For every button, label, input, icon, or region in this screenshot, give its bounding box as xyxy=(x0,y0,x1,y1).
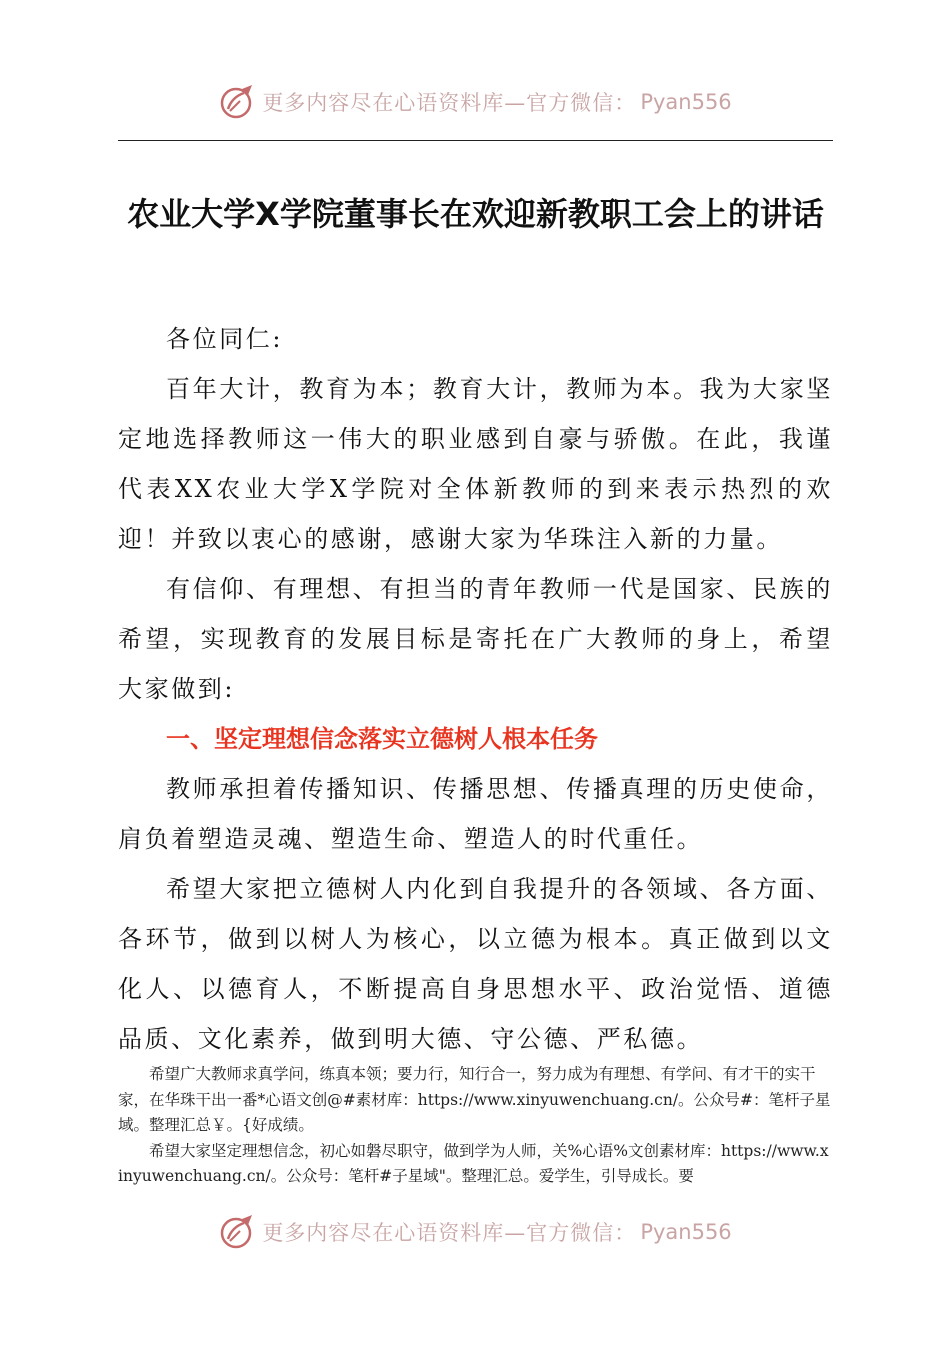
footer-banner-wechat: Pyan556 xyxy=(640,1220,732,1244)
header-banner-text: 更多内容尽在心语资料库—官方微信： xyxy=(262,91,637,115)
footer-banner-text: 更多内容尽在心语资料库—官方微信： xyxy=(262,1221,637,1245)
pen-logo-icon xyxy=(218,83,256,121)
body-paragraph: 有信仰、有理想、有担当的青年教师一代是国家、民族的希望，实现教育的发展目标是寄托在广大教师的身上，希望大家做到: xyxy=(118,575,833,703)
small-print xyxy=(118,1062,833,1190)
document-title: 农业大学X学院董事长在欢迎新教职工会上的讲话 xyxy=(127,195,824,233)
footer-banner xyxy=(0,1212,950,1252)
body-paragraph: 教师承担着传播知识、传播思想、传播真理的历史使命，肩负着塑造灵魂、塑造生命、塑造人的时代重任。 xyxy=(118,775,833,853)
small-paragraph: 希望广大教师求真学问，练真本领；要力行，知行合一，努力成为有理想、有学问、有才干的实干家，在华珠干出一番*心语文创@#素材库：https://www.xinyuwenchuang.cn/。公众号#：笔杆子星域。整理汇总￥。{好成绩。 xyxy=(118,1065,831,1134)
header-banner-wechat: Pyan556 xyxy=(640,90,732,114)
small-paragraph: 希望大家坚定理想信念，初心如磐尽职守，做到学为人师，关%心语%文创素材库：https://www.xinyuwenchuang.cn/。公众号：笔杆#子星域"。整理汇总。爱学生，引导成长。要 xyxy=(118,1141,829,1185)
section-heading: 一、坚定理想信念落实立德树人根本任务 xyxy=(166,725,598,753)
document-body xyxy=(118,314,833,1064)
body-paragraph: 希望大家把立德树人内化到自我提升的各领域、各方面、各环节，做到以树人为核心，以立德为根本。真正做到以文化人、以德育人，不断提高自身思想水平、政治觉悟、道德品质、文化素养，做到明大德、守公德、严私德。 xyxy=(118,875,833,1053)
pen-logo-icon xyxy=(218,1213,256,1251)
header-banner xyxy=(0,82,950,122)
body-paragraph: 百年大计，教育为本；教育大计，教师为本。我为大家坚定地选择教师这一伟大的职业感到自豪与骄傲。在此，我谨代表XX农业大学X学院对全体新教师的到来表示热烈的欢迎！并致以衷心的感谢，感谢大家为华珠注入新的力量。 xyxy=(118,375,833,553)
header-divider xyxy=(118,140,833,141)
salutation: 各位同仁: xyxy=(166,325,284,353)
